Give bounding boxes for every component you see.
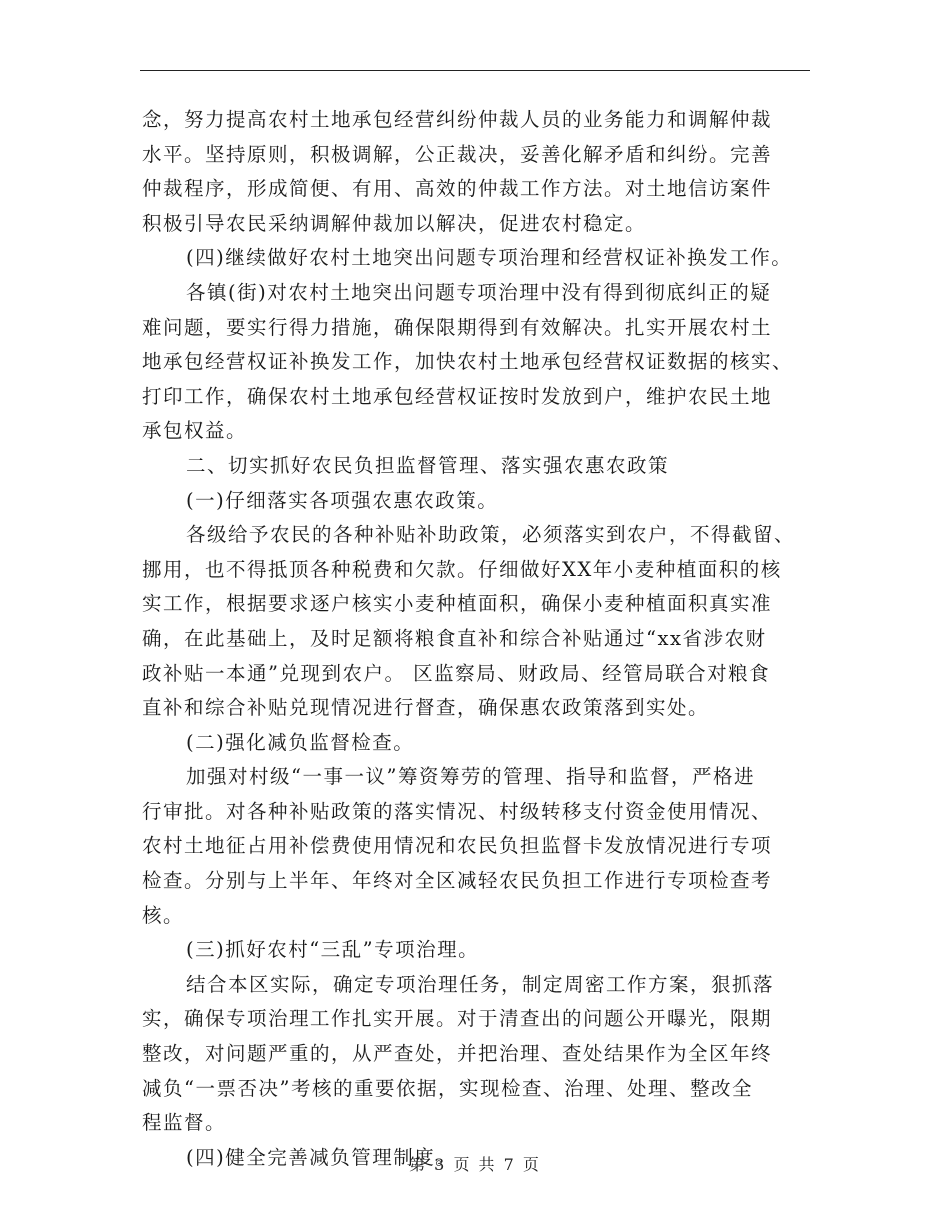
- text-line: 积极引导农民采纳调解仲裁加以解决，促进农村稳定。: [142, 211, 647, 235]
- text-line: 水平。坚持原则，积极调解，公正裁决，妥善化解矛盾和纠纷。完善: [142, 142, 773, 166]
- text-line: 挪用，也不得抵顶各种税费和欠款。仔细做好XX年小麦种植面积的核: [142, 557, 782, 581]
- text-line: 行审批。对各种补贴政策的落实情况、村级转移支付资金使用情况、: [142, 799, 773, 823]
- document-body: [142, 103, 822, 1175]
- text-line: 结合本区实际，确定专项治理任务，制定周密工作方案，狠抓落: [186, 972, 775, 996]
- text-line: (四)健全完善减负管理制度。: [186, 1145, 457, 1169]
- header-rule: [140, 70, 810, 71]
- text-line: 难问题，要实行得力措施，确保限期得到有效解决。扎实开展农村土: [142, 315, 773, 339]
- text-line: 核。: [142, 903, 185, 927]
- text-line: (四)继续做好农村土地突出问题专项治理和经营权证补换发工作。: [186, 246, 793, 270]
- text-line: 各镇(街)对农村土地突出问题专项治理中没有得到彻底纠正的疑: [186, 280, 772, 304]
- text-line: 程监督。: [142, 1111, 227, 1135]
- text-line: 二、切实抓好农民负担监督管理、落实强农惠农政策: [186, 453, 670, 477]
- text-line: (一)仔细落实各项强农惠农政策。: [186, 488, 499, 512]
- text-line: 念，努力提高农村土地承包经营纠纷仲裁人员的业务能力和调解仲裁: [142, 108, 773, 131]
- text-line: 实，确保专项治理工作扎实开展。对于清查出的问题公开曝光，限期: [142, 1007, 773, 1031]
- text-line: 整改，对问题严重的，从严查处，并把治理、查处结果作为全区年终: [142, 1042, 773, 1066]
- page-number: 第 3 页 共 7 页: [409, 1155, 541, 1174]
- text-line: 直补和综合补贴兑现情况进行督查，确保惠农政策落到实处。: [142, 696, 710, 720]
- text-line: (二)强化减负监督检查。: [186, 730, 415, 754]
- text-line: (三)抓好农村“三乱”专项治理。: [186, 938, 480, 962]
- text-line: 打印工作，确保农村土地承包经营权证按时发放到户，维护农民土地: [142, 384, 773, 408]
- text-line: 仲裁程序，形成简便、有用、高效的仲裁工作方法。对土地信访案件: [142, 177, 773, 201]
- text-line: 地承包经营权证补换发工作，加快农村土地承包经营权证数据的核实、: [142, 350, 794, 374]
- text-line: 加强对村级“一事一议”筹资筹劳的管理、指导和监督，严格进: [186, 765, 755, 789]
- text-line: 农村土地征占用补偿费使用情况和农民负担监督卡发放情况进行专项: [142, 834, 773, 858]
- text-line: 各级给予农民的各种补贴补助政策，必须落实到农户，不得截留、: [186, 523, 796, 547]
- text-line: 承包权益。: [142, 419, 248, 443]
- text-line: 减负“一票否决”考核的重要依据，实现检查、治理、处理、整改全: [142, 1076, 753, 1100]
- text-line: 确，在此基础上，及时足额将粮食直补和综合补贴通过“xx省涉农财: [142, 626, 767, 650]
- text-line: 政补贴一本通”兑现到农户。 区监察局、财政局、经管局联合对粮食: [142, 661, 771, 685]
- text-line: 检查。分别与上半年、年终对全区减轻农民负担工作进行专项检查考: [142, 869, 773, 893]
- text-line: 实工作，根据要求逐户核实小麦种植面积，确保小麦种植面积真实准: [142, 592, 773, 616]
